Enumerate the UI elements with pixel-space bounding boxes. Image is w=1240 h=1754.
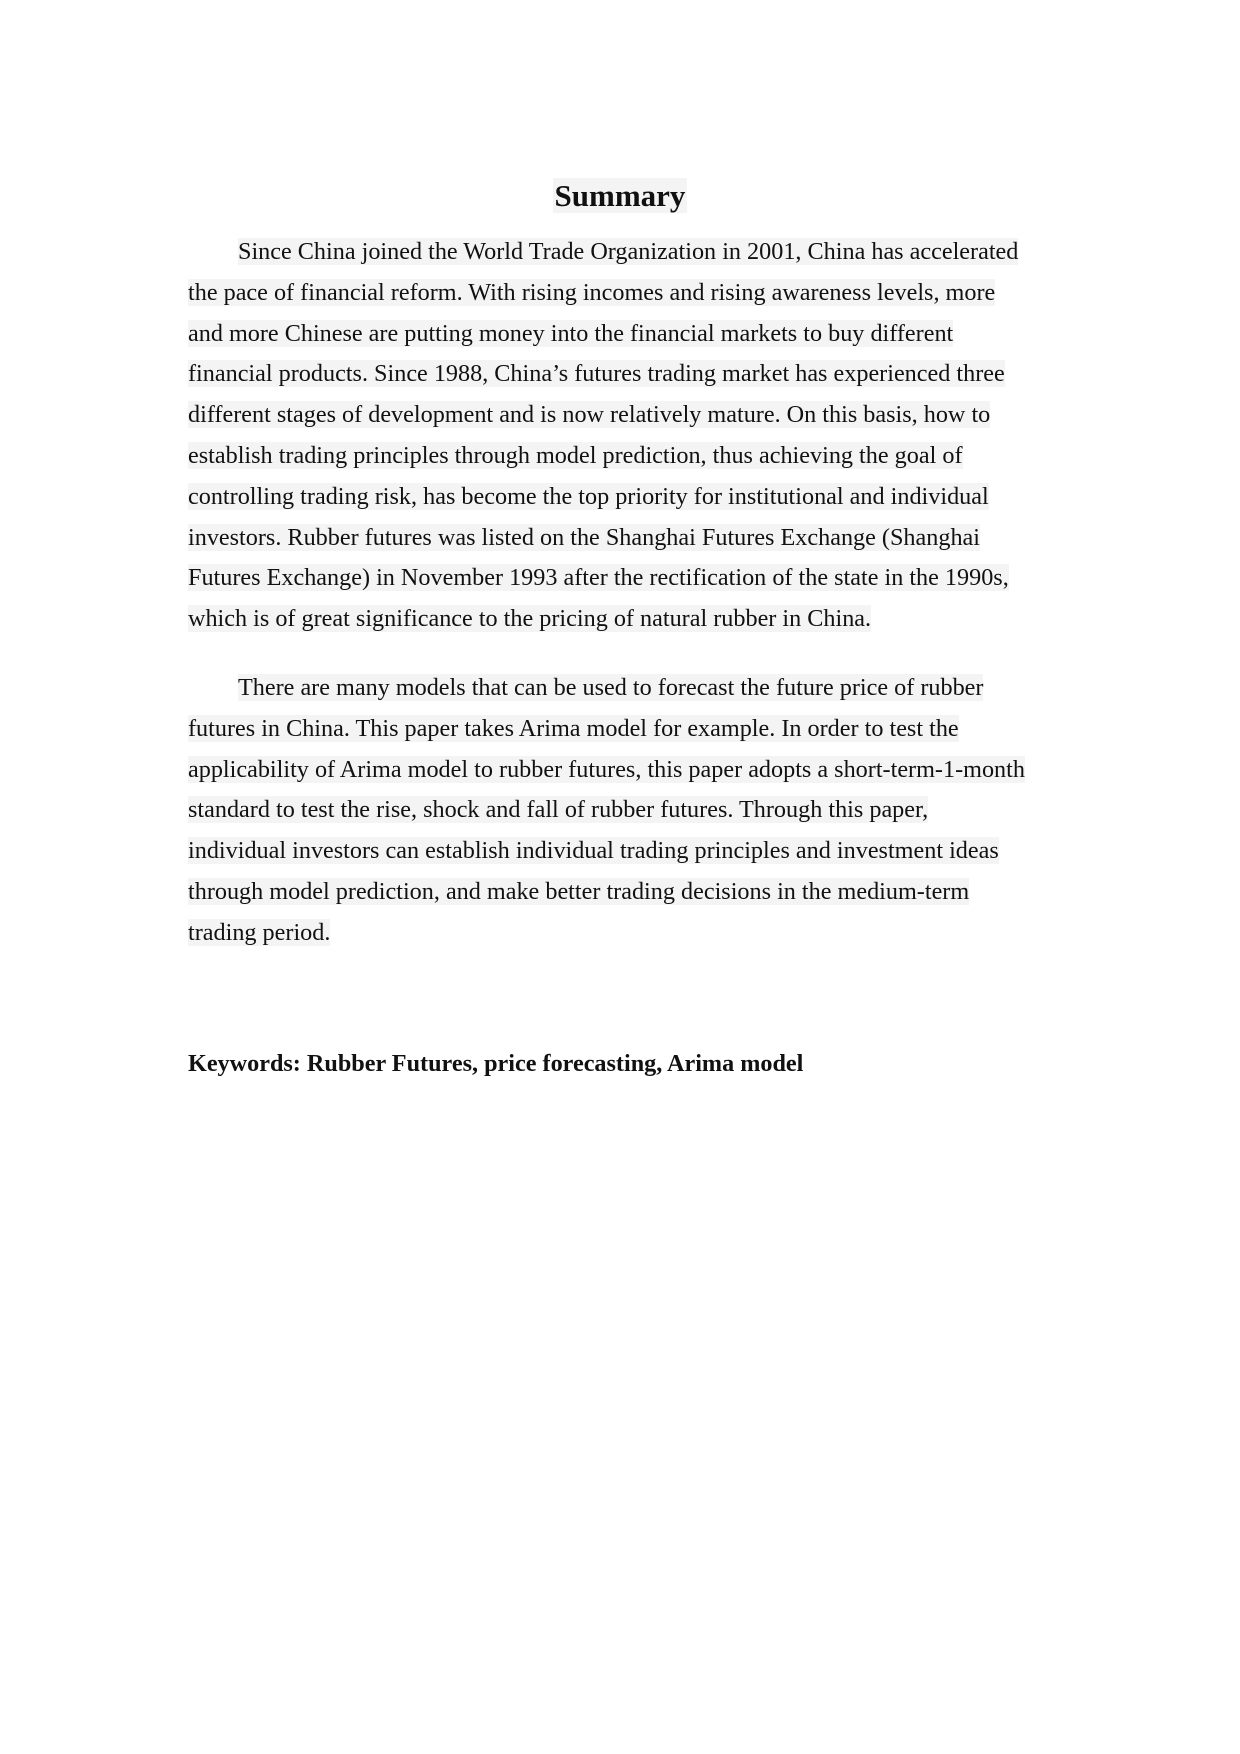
paragraph-line: which is of great significance to the pricing of natural rubber in China. bbox=[188, 605, 872, 633]
paragraph-line: futures in China. This paper takes Arima model for example. In order to test the bbox=[188, 714, 959, 742]
paragraph-line: Futures Exchange) in November 1993 after the rectification of the state in the 1990s, bbox=[188, 564, 1009, 592]
paragraph-line: different stages of development and is now relatively mature. On this basis, how to bbox=[188, 401, 991, 429]
paragraph-line: the pace of financial reform. With rising incomes and rising awareness levels, more bbox=[188, 278, 996, 306]
paragraph-line: investors. Rubber futures was listed on the Shanghai Futures Exchange (Shanghai bbox=[188, 523, 980, 551]
paragraph-line: individual investors can establish individual trading principles and investment ideas bbox=[188, 837, 999, 865]
paragraph-line: controlling trading risk, has become the top priority for institutional and individual bbox=[188, 482, 989, 510]
paragraph-line: establish trading principles through model prediction, thus achieving the goal of bbox=[188, 441, 963, 469]
paragraph-line: financial products. Since 1988, China’s futures trading market has experienced three bbox=[188, 360, 1005, 388]
paragraph-line: through model prediction, and make better trading decisions in the medium-term bbox=[188, 877, 970, 905]
paragraph-line: standard to test the rise, shock and fall of rubber futures. Through this paper, bbox=[188, 796, 929, 824]
paragraph-line: trading period. bbox=[188, 918, 331, 946]
paragraph-line: and more Chinese are putting money into the financial markets to buy different bbox=[188, 319, 954, 347]
keywords-line: Keywords: Rubber Futures, price forecasting, Arima model bbox=[188, 1050, 804, 1077]
paragraph-line: applicability of Arima model to rubber futures, this paper adopts a short-term-1-month bbox=[188, 755, 1025, 783]
paragraph-2 bbox=[188, 668, 1068, 954]
paragraph-1 bbox=[188, 232, 1068, 640]
summary-title-text: Summary bbox=[554, 178, 686, 213]
paragraph-line: Since China joined the World Trade Organization in 2001, China has accelerated bbox=[238, 238, 1019, 265]
paragraph-line: There are many models that can be used to forecast the future price of rubber bbox=[238, 674, 984, 701]
summary-title bbox=[0, 176, 1240, 216]
